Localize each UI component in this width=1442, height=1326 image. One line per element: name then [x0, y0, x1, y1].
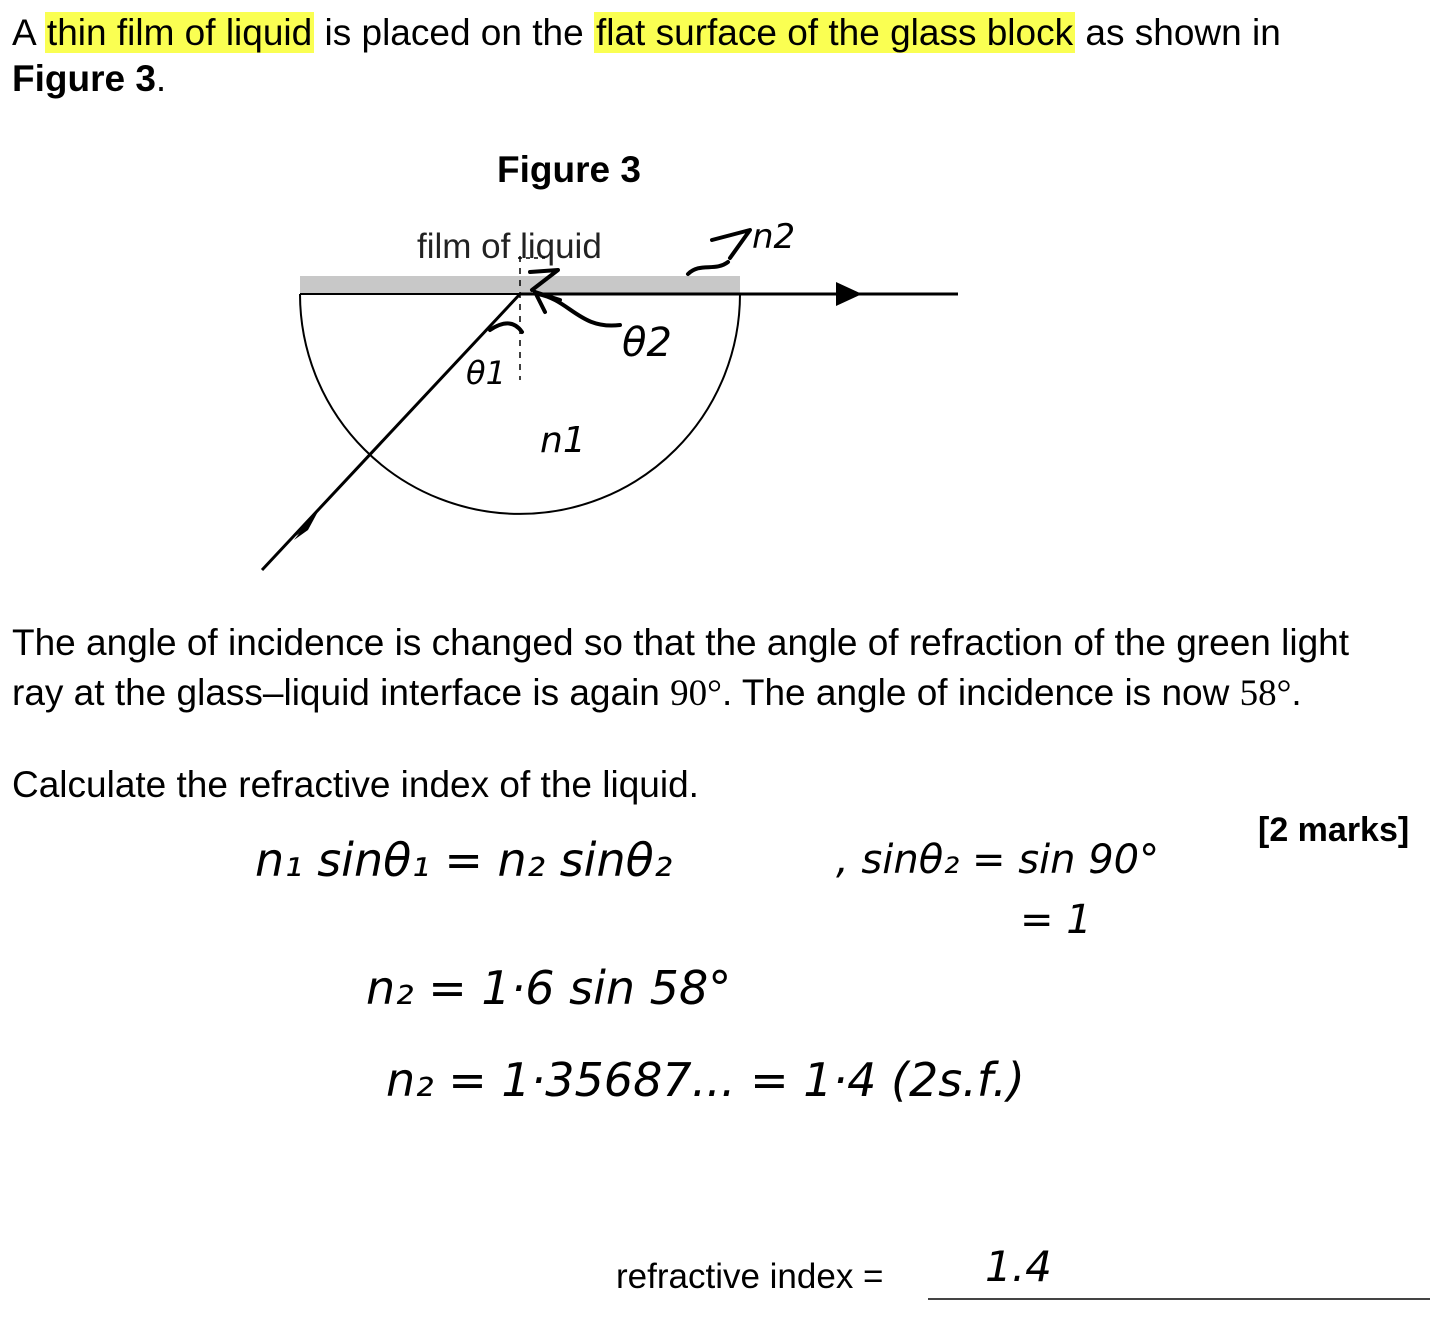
para2-text: . — [1291, 672, 1302, 713]
theta1-label: θ1 — [466, 354, 506, 392]
working-line-1b: , sinθ₂ = sin 90° — [836, 837, 1160, 883]
intro-word: as shown in — [1085, 12, 1281, 53]
n2-arrow — [712, 230, 750, 258]
intro-word: A — [12, 12, 35, 53]
refracted-arrowhead — [836, 282, 862, 306]
theta2-label: θ2 — [622, 320, 672, 366]
answer-label: refractive index = — [616, 1257, 884, 1296]
answer-value: 1.4 — [985, 1242, 1052, 1291]
highlight-flat-surface: flat surface of the glass block — [595, 12, 1074, 53]
theta1-arc — [490, 323, 522, 332]
theta2-pointer — [538, 294, 620, 326]
para2-line-1: The angle of incidence is changed so that the angle of refraction of the green light — [12, 622, 1350, 663]
highlight-thin-film: thin film of liquid — [46, 12, 313, 53]
working-line-2: n₂ = 1·6 sin 58° — [366, 961, 732, 1015]
marks-label: [2 marks] — [1258, 811, 1410, 849]
para2-text: . The angle of incidence is now — [721, 672, 1230, 713]
working-line-3: n₂ = 1·35687... = 1·4 (2s.f.) — [386, 1053, 1025, 1107]
figure-title: Figure 3 — [497, 149, 641, 190]
para2-line-2 — [12, 668, 1302, 719]
n1-label: n1 — [540, 420, 586, 461]
working-line-1a: n₁ sinθ₁ = n₂ sinθ₂ — [255, 833, 673, 887]
para2-text: ray at the glass–liquid interface is again — [12, 672, 660, 713]
n2-pointer — [688, 262, 728, 274]
question-text: Calculate the refractive index of the liquid. — [12, 764, 699, 805]
incident-ray — [262, 294, 520, 570]
n2-label: n2 — [752, 217, 796, 257]
answer-line — [928, 1298, 1430, 1300]
angle-58: 58° — [1239, 673, 1292, 714]
angle-90: 90° — [670, 673, 722, 714]
intro-word: is placed on the — [324, 12, 584, 53]
film-label: film of liquid — [417, 227, 602, 266]
period: . — [155, 58, 167, 99]
incident-arrow — [294, 506, 321, 540]
working-line-1c: = 1 — [1020, 897, 1092, 943]
figure-reference: Figure 3 — [12, 58, 156, 99]
